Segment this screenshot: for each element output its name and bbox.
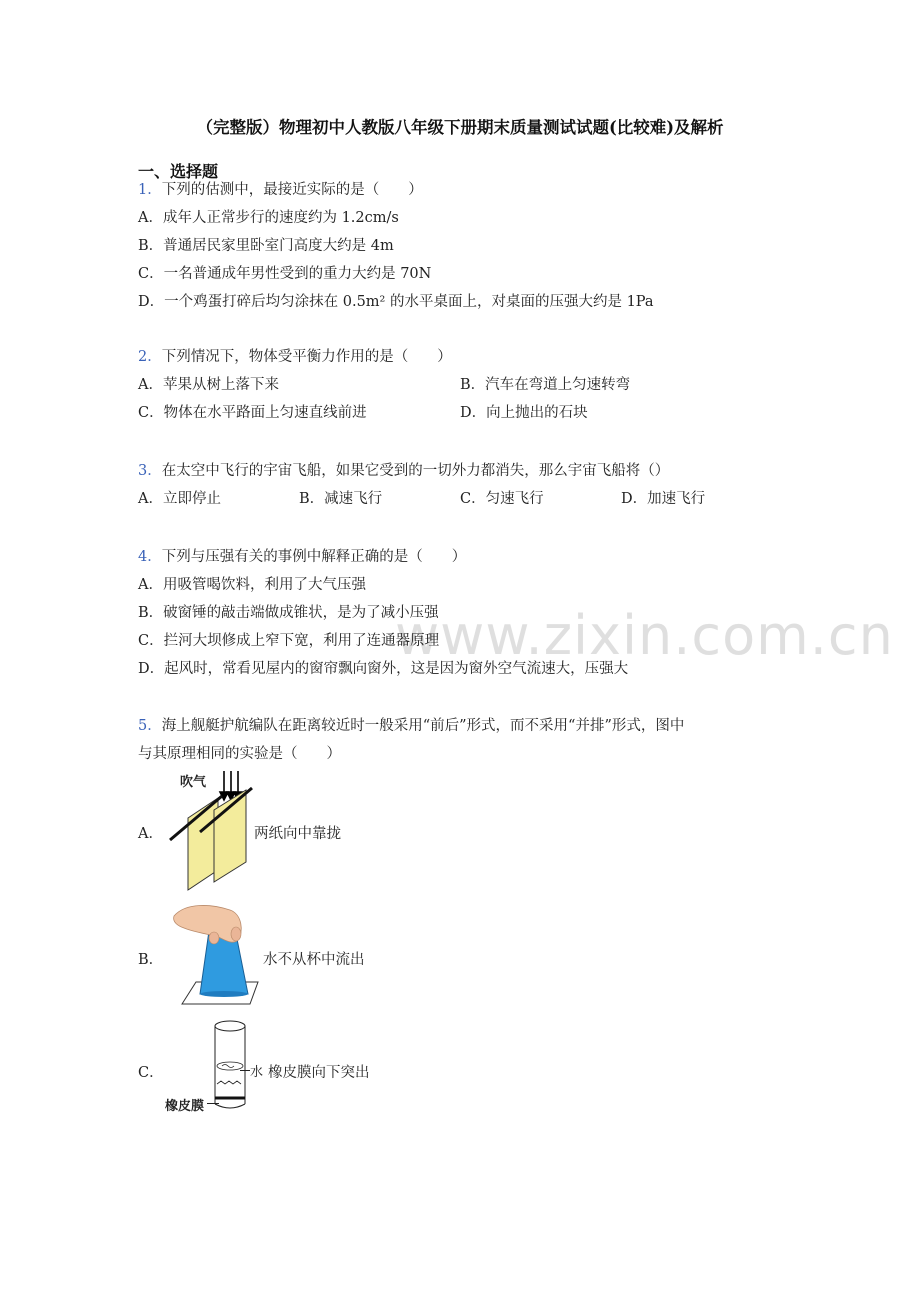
question-number: 4．	[138, 549, 162, 565]
q3-option-c: C．匀速飞行	[460, 491, 544, 507]
q2-option-b: B．汽车在弯道上匀速转弯	[460, 377, 631, 393]
q1-option-a: A．成年人正常步行的速度约为 1.2cm/s	[138, 210, 399, 226]
document-title: （完整版）物理初中人教版八年级下册期末质量测试试题(比较难)及解析	[196, 118, 724, 137]
q2-option-d: D．向上抛出的石块	[460, 405, 588, 421]
q5-option-c-caption: 橡皮膜向下突出	[268, 1065, 370, 1081]
question-text: 下列的估测中，最接近实际的是（ ）	[161, 182, 423, 198]
q4-option-c: C．拦河大坝修成上窄下宽，利用了连通器原理	[138, 633, 440, 649]
q5-option-c-label: C．	[138, 1065, 164, 1081]
question-text: 海上舰艇护航编队在距离较近时一般采用“前后”形式，而不采用“并排”形式，图中	[161, 718, 685, 734]
water-leader-line	[240, 1070, 250, 1071]
q5-option-b-label: B．	[138, 952, 164, 968]
q4-option-b: B．破窗锤的敲击端做成锥状，是为了减小压强	[138, 605, 439, 621]
q1-option-d: D．一个鸡蛋打碎后均匀涂抹在 0.5m² 的水平桌面上，对桌面的压强大约是 1Pa	[138, 294, 654, 310]
question-number: 1．	[138, 182, 162, 198]
q3-option-a: A．立即停止	[138, 491, 221, 507]
q2-option-a: A．苹果从树上落下来	[138, 377, 279, 393]
q3-option-d: D．加速飞行	[621, 491, 706, 507]
question-1-stem	[138, 180, 423, 200]
question-3-stem	[138, 461, 669, 481]
question-text: 下列情况下，物体受平衡力作用的是（ ）	[161, 349, 452, 365]
water-label: 水	[250, 1065, 264, 1080]
q4-option-a: A．用吸管喝饮料，利用了大气压强	[138, 577, 366, 593]
question-number: 2．	[138, 349, 162, 365]
question-2-stem	[138, 347, 452, 367]
question-4-stem	[138, 547, 466, 567]
question-5-stem-cont: 与其原理相同的实验是（ ）	[138, 746, 341, 762]
section-heading: 一、选择题	[138, 162, 219, 181]
question-number: 5．	[138, 718, 162, 734]
question-text: 下列与压强有关的事例中解释正确的是（ ）	[161, 549, 467, 565]
two-papers-figure	[160, 768, 260, 896]
q5-option-a-caption: 两纸向中靠拢	[254, 826, 341, 842]
q3-option-b: B．减速飞行	[299, 491, 383, 507]
q1-option-b: B．普通居民家里卧室门高度大约是 4m	[138, 238, 394, 254]
q5-option-a-label: A．	[138, 826, 163, 842]
watermark: www.zixin.com.cn	[395, 604, 894, 667]
q2-option-c: C．物体在水平路面上匀速直线前进	[138, 405, 367, 421]
question-text: 在太空中飞行的宇宙飞船，如果它受到的一切外力都消失，那么宇宙飞船将（）	[161, 463, 670, 479]
question-number: 3．	[138, 463, 162, 479]
tube-membrane-figure	[208, 1018, 252, 1116]
q1-option-c: C．一名普通成年男性受到的重力大约是 70N	[138, 266, 432, 282]
membrane-label: 橡皮膜	[165, 1099, 205, 1114]
q4-option-d: D．起风时，常看见屋内的窗帘飘向窗外，这是因为窗外空气流速大，压强大	[138, 661, 629, 677]
inverted-cup-figure	[172, 898, 262, 1010]
blow-label: 吹气	[180, 775, 207, 790]
q5-option-b-caption: 水不从杯中流出	[263, 952, 365, 968]
membrane-leader-line	[207, 1103, 219, 1104]
question-5-stem	[138, 716, 684, 736]
